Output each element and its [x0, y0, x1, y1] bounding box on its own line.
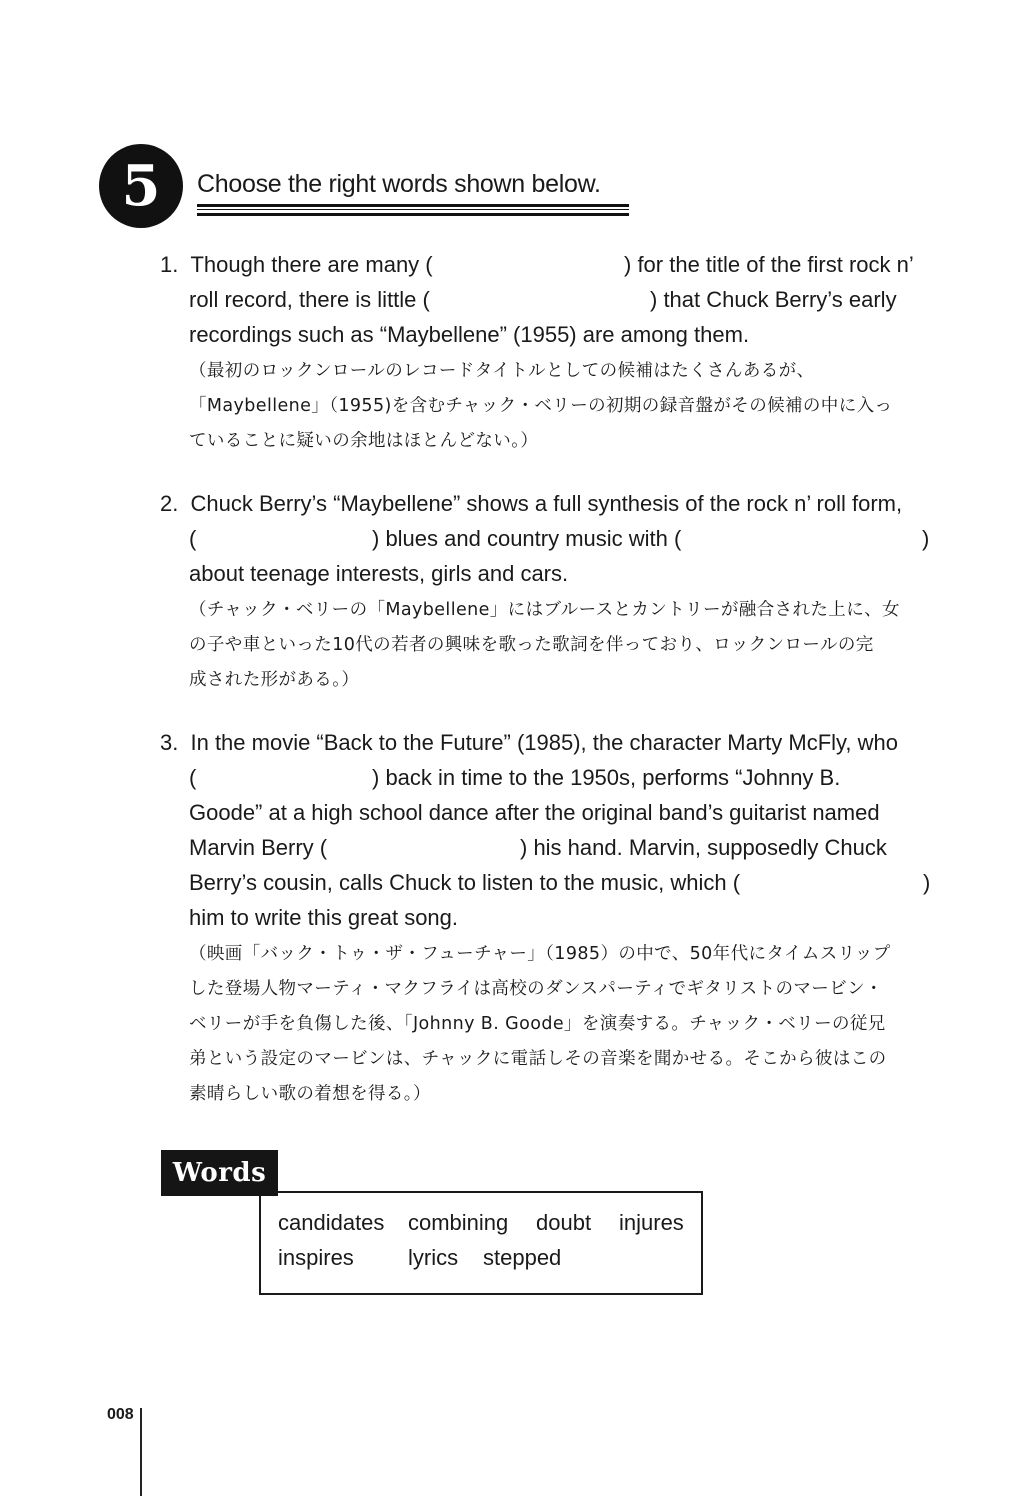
instruction-underline — [197, 213, 629, 216]
question-text: ) his hand. Marvin, supposedly Chuck — [520, 835, 887, 860]
japanese-translation — [189, 937, 934, 1112]
instruction-underline — [197, 204, 629, 207]
word-option: injures — [619, 1210, 684, 1235]
question-text: ) blues and country music with ( — [372, 526, 682, 551]
words-label: Words — [161, 1150, 278, 1196]
question-number: 2. — [160, 491, 179, 516]
word-option: doubt — [536, 1210, 592, 1235]
question-text: ( — [189, 526, 197, 551]
question-line — [160, 486, 932, 521]
word-option: stepped — [483, 1245, 562, 1270]
translation-line: （最初のロックンロールのレコードタイトルとしての候補はたくさんあるが、 — [189, 361, 815, 381]
japanese-translation — [189, 593, 934, 698]
question-line — [189, 521, 932, 556]
instruction-underline — [197, 209, 629, 210]
translation-line: （チャック・ベリーの「Maybellene」にはブルースとカントリーが融合された上に、女 — [189, 600, 900, 620]
question-text: recordings such as “Maybellene” (1955) are among them. — [189, 322, 750, 347]
footer-divider — [140, 1408, 142, 1496]
section-instruction: Choose the right words shown below. — [197, 170, 601, 198]
translation-line: した登場人物マーティ・マクフライは高校のダンスパーティでギタリストのマービン・ — [189, 979, 883, 999]
word-option: lyrics — [408, 1245, 459, 1270]
translation-line: ベリーが手を負傷した後、「Johnny B. Goode」を演奏する。チャック・ベリーの従兄 — [189, 1014, 886, 1034]
question-text: ) that Chuck Berry’s early — [650, 287, 897, 312]
translation-line: 素晴らしい歌の着想を得る。） — [189, 1084, 431, 1104]
question-3 — [160, 725, 932, 1112]
question-text: Chuck Berry’s “Maybellene” shows a full synthesis of the rock n’ roll form, — [190, 491, 903, 516]
translation-line: の子や車といった10代の若者の興味を歌った歌詞を伴っており、ロックンロールの完 — [189, 635, 874, 655]
translation-line: ていることに疑いの余地はほとんどない。） — [189, 431, 539, 451]
question-line — [189, 900, 932, 935]
question-number: 3. — [160, 730, 179, 755]
question-text: ( — [189, 765, 197, 790]
translation-line: 弟という設定のマービンは、チャックに電話しその音楽を聞かせる。そこから彼はこの — [189, 1049, 887, 1069]
question-line — [189, 556, 932, 591]
question-line — [160, 247, 932, 282]
question-line — [189, 282, 932, 317]
question-line — [189, 795, 932, 830]
translation-line: 「Maybellene」（1955)を含むチャック・ベリーの初期の録音盤がその候補の中に入っ — [189, 396, 893, 416]
page-number: 008 — [107, 1406, 134, 1423]
question-line — [189, 865, 932, 900]
question-line — [189, 317, 932, 352]
question-text: Berry’s cousin, calls Chuck to listen to the music, which ( — [189, 870, 741, 895]
question-text: Marvin Berry ( — [189, 835, 328, 860]
word-option: combining — [408, 1210, 509, 1235]
word-option: candidates — [278, 1210, 385, 1235]
translation-line: （映画「バック・トゥ・ザ・フューチャー」（1985）の中で、50年代にタイムスリップ — [189, 944, 891, 964]
question-text: ) — [923, 870, 931, 895]
question-line — [189, 830, 932, 865]
translation-line: 成された形がある。） — [189, 670, 360, 690]
word-option: inspires — [278, 1245, 354, 1270]
question-1 — [160, 247, 932, 459]
question-text: roll record, there is little ( — [189, 287, 430, 312]
words-box — [259, 1191, 703, 1295]
question-text: him to write this great song. — [189, 905, 459, 930]
question-number: 1. — [160, 252, 179, 277]
question-line — [160, 725, 932, 760]
question-text: about teenage interests, girls and cars. — [189, 561, 569, 586]
question-text: ) — [922, 526, 930, 551]
question-text: ) for the title of the first rock n’ — [624, 252, 914, 277]
question-text: Though there are many ( — [190, 252, 433, 277]
section-number-badge: 5 — [99, 144, 183, 228]
question-line — [189, 760, 932, 795]
question-text: In the movie “Back to the Future” (1985), the character Marty McFly, who — [190, 730, 899, 755]
question-text: ) back in time to the 1950s, performs “Johnny B. — [372, 765, 841, 790]
question-2 — [160, 486, 932, 698]
question-text: Goode” at a high school dance after the original band’s guitarist named — [189, 800, 880, 825]
japanese-translation — [189, 354, 934, 459]
